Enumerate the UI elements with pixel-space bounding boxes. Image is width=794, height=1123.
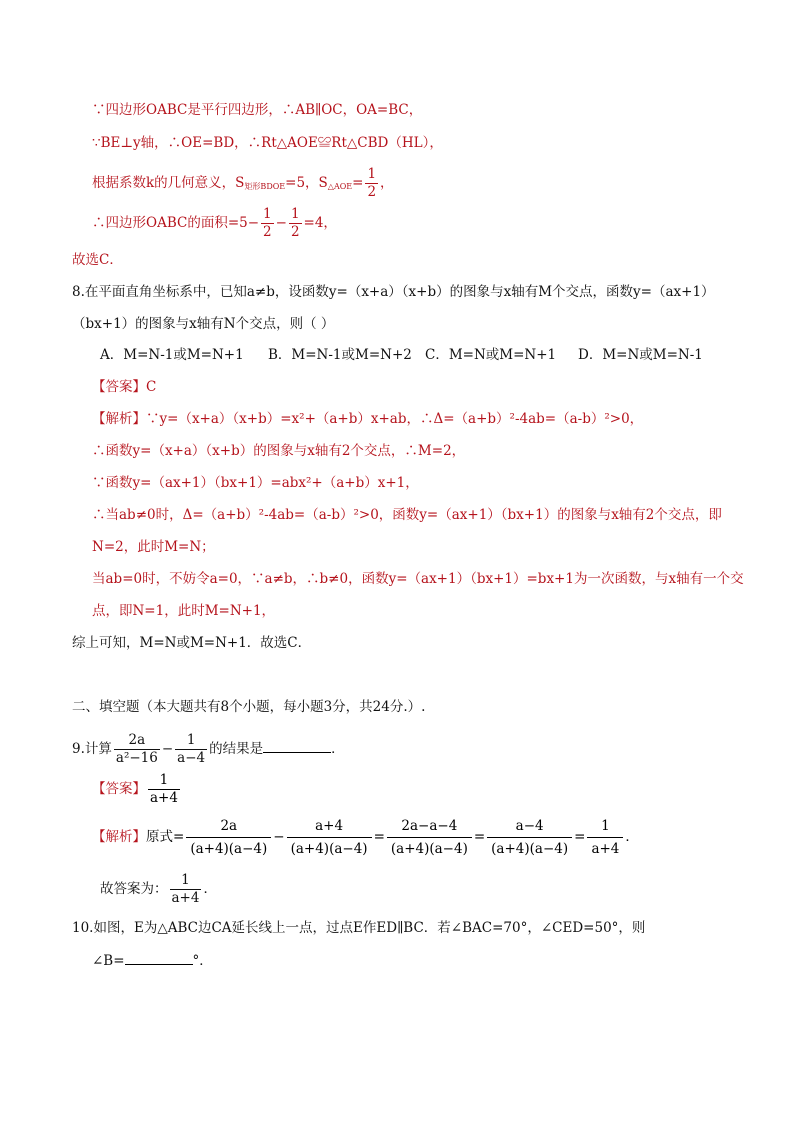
q8-conclusion: 综上可知，M=N或M=N+1．故选C． (72, 635, 312, 651)
q8-analysis-7: 点，即N=1，此时M=N+1， (92, 603, 276, 619)
q8-option-d: D．M=N或M=N-1 (578, 347, 703, 363)
q10-stem-line2: ∠B= °． (92, 950, 213, 971)
q8-stem-line1: 8.在平面直角坐标系中，已知a≠b，设函数y=（x+a）（x+b）的图象与x轴有M个交点，函数y=（ax+1） (72, 284, 715, 300)
answer-blank (263, 738, 331, 753)
q7-line2: ∵BE⊥y轴，∴OE=BD，∴Rt△AOE≌Rt△CBD（HL）， (92, 135, 443, 151)
q8-answer: 【答案】C (92, 379, 157, 395)
q7-line1: ∵四边形OABC是平行四边形，∴AB∥OC，OA=BC， (92, 102, 423, 118)
q9-analysis: 【解析】原式= $\frac{2a}{(a+4)(a-4)}$ − $\frac{a+4}{(a+4)(a-4)}$ = $\frac{2a-a-4}{(a+4)(a-4)}$ = $\frac{a-4}{(a+4)(a-4)}$ = $\frac{1}{a+4}$ ． (92, 815, 639, 860)
q8-option-b: B．M=N-1或M=N+2 (268, 347, 412, 363)
q7-line4: ∴四边形OABC的面积=5− $\frac{1}{2}$ − $\frac{1}{2}$ =4， (92, 206, 337, 240)
q8-analysis-2: ∴函数y=（x+a）（x+b）的图象与x轴有2个交点，∴M=2， (92, 443, 466, 459)
q8-analysis-5: N=2，此时M=N； (92, 539, 215, 555)
fraction: $\frac{1}{a-4}$ (177, 732, 206, 766)
q9-answer: 【答案】 $\frac{1}{a+4}$ (92, 772, 178, 806)
fraction: $\frac{1}{2}$ (290, 206, 300, 240)
q9-final-answer: 故答案为： $\frac{1}{a+4}$ ． (100, 872, 217, 906)
fraction: $\frac{a-4}{(a+4)(a-4)}$ (487, 815, 572, 860)
q8-analysis-1: 【解析】∵y=（x+a）（x+b）=x²+（a+b）x+ab，∴Δ=（a+b）²-4ab=（a-b）²>0， (92, 411, 644, 427)
q8-option-c: C．M=N或M=N+1 (425, 347, 557, 363)
q7-line3: 根据系数k的几何意义，$S_{矩形BDOE}=5$，$S_{\triangle AOE}=$ $\frac{1}{2}$ ， (92, 166, 394, 200)
q8-stem-line2: （bx+1）的图象与x轴有N个交点，则（ ） (72, 316, 335, 332)
q8-analysis-6: 当ab=0时，不妨令a=0，∵a≠b，∴b≠0，函数y=（ax+1）（bx+1）=bx+1为一次函数，与x轴有一个交 (92, 571, 744, 587)
fraction: $\frac{2a-a-4}{(a+4)(a-4)}$ (387, 815, 472, 860)
q9-stem: 9.计算 $\frac{2a}{\text{a²−16}}$ − $\frac{1}{a-4}$ 的结果是 ． (72, 732, 345, 766)
fraction: $\frac{2a}{\text{a²−16}}$ (115, 732, 158, 766)
answer-blank (125, 950, 193, 965)
q10-stem-line1: 10.如图，E为△ABC边CA延长线上一点，过点E作ED∥BC．若∠BAC=70°，∠CED=50°，则 (72, 920, 646, 936)
q7-conclusion: 故选C． (72, 252, 123, 268)
fraction: $\frac{2a}{(a+4)(a-4)}$ (186, 815, 271, 860)
fraction: $\frac{1}{2}$ (263, 206, 272, 240)
fraction: $\frac{a+4}{(a+4)(a-4)}$ (287, 815, 372, 860)
section-heading: 二、填空题（本大题共有8个小题，每小题3分，共24分.）. (72, 699, 426, 715)
fraction: $\frac{1}{a+4}$ (150, 772, 178, 806)
fraction: $\frac{1}{2}$ (367, 166, 377, 200)
q8-analysis-3: ∵函数y=（ax+1）（bx+1）=abx²+（a+b）x+1， (92, 475, 419, 491)
q8-analysis-4: ∴当ab≠0时，Δ=（a+b）²-4ab=（a-b）²>0，函数y=（ax+1）（bx+1）的图象与x轴有2个交点，即 (92, 507, 722, 523)
q8-option-a: A．M=N-1或M=N+1 (100, 347, 244, 363)
fraction: $\frac{1}{a+4}$ (587, 815, 623, 860)
fraction: $\frac{1}{a+4}$ (171, 872, 200, 906)
